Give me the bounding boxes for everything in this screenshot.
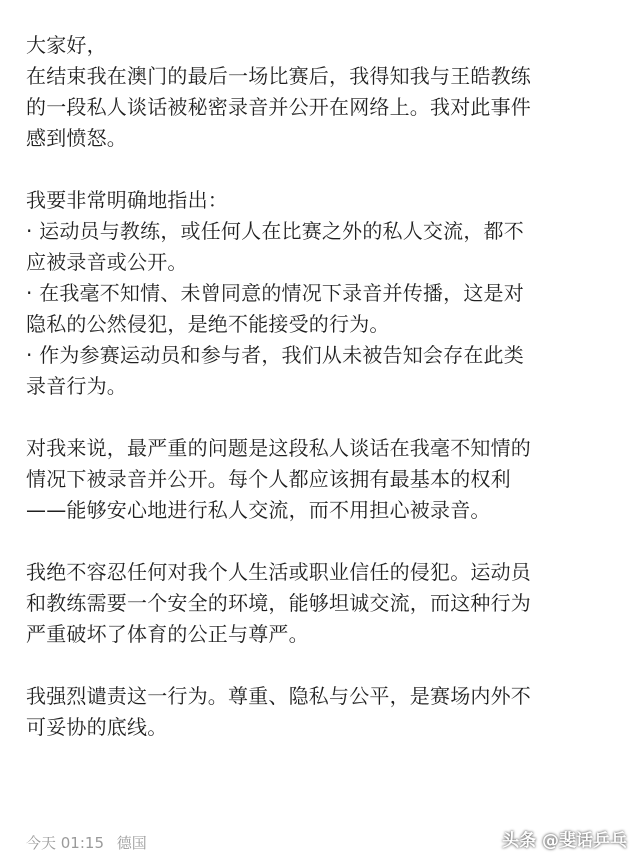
- source-watermark: 头条 @斐话乒乓: [502, 831, 627, 851]
- post-line: · 在我毫不知情、未曾同意的情况下录音并传播，这是对: [26, 281, 524, 305]
- post-line: 我要非常明确地指出：: [26, 188, 228, 212]
- post-line: 可妥协的底线。: [26, 715, 168, 739]
- post-line: 我绝不容忍任何对我个人生活或职业信任的侵犯。运动员: [26, 560, 531, 584]
- post-line: 录音行为。: [26, 374, 127, 398]
- post-line: 情况下被录音并公开。每个人都应该拥有最基本的权利: [26, 467, 511, 491]
- post-line: ——能够安心地进行私人交流，而不用担心被录音。: [26, 498, 491, 522]
- post-line: 在结束我在澳门的最后一场比赛后，我得知我与王皓教练: [26, 64, 531, 88]
- paragraph-gap: [26, 154, 618, 185]
- post-line: 对我来说，最严重的问题是这段私人谈话在我毫不知情的: [26, 436, 531, 460]
- post-line: 应被录音或公开。: [26, 250, 188, 274]
- paragraph-gap: [26, 526, 618, 557]
- post-meta: [26, 832, 155, 853]
- post-line: · 作为参赛运动员和参与者，我们从未被告知会存在此类: [26, 343, 524, 367]
- post-line: 大家好，: [26, 33, 107, 57]
- post-line: 的一段私人谈话被秘密录音并公开在网络上。我对此事件: [26, 95, 531, 119]
- post-line: 感到愤怒。: [26, 126, 127, 150]
- post-line: 和教练需要一个安全的环境，能够坦诚交流，而这种行为: [26, 591, 531, 615]
- post-line: · 运动员与教练，或任何人在比赛之外的私人交流，都不: [26, 219, 524, 243]
- post-time: 今天 01:15: [26, 834, 104, 852]
- post-line: 严重破坏了体育的公正与尊严。: [26, 622, 309, 646]
- paragraph-gap: [26, 650, 618, 681]
- post-body: [26, 30, 618, 743]
- paragraph-gap: [26, 402, 618, 433]
- post-line: 我强烈谴责这一行为。尊重、隐私与公平，是赛场内外不: [26, 684, 531, 708]
- post-line: 隐私的公然侵犯，是绝不能接受的行为。: [26, 312, 390, 336]
- post-location: 德国: [116, 834, 147, 852]
